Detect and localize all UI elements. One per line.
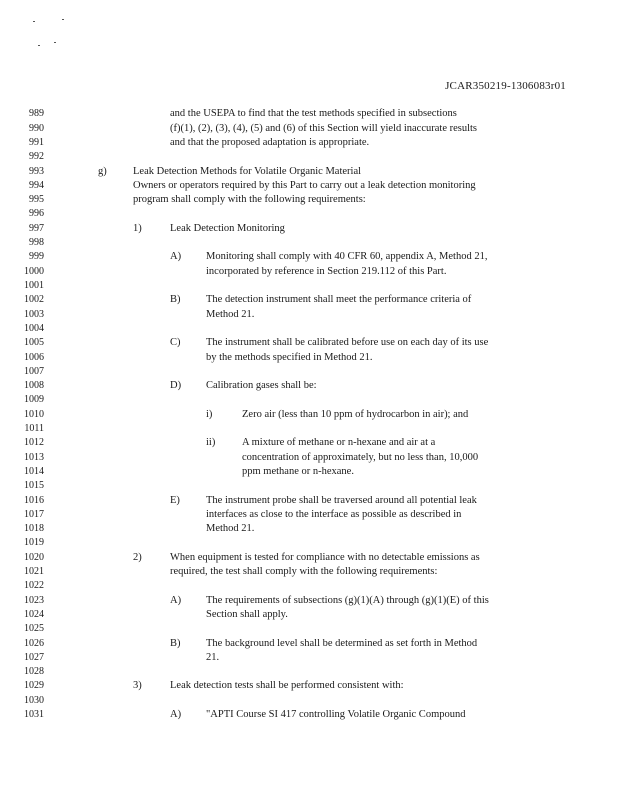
text-line: program shall comply with the following requirements: — [133, 194, 366, 205]
line-number: 1018 — [24, 523, 44, 534]
item-label: A) — [170, 709, 182, 720]
line-number: 1028 — [24, 666, 44, 677]
line-number: 1002 — [24, 294, 44, 305]
line-number: 996 — [29, 208, 44, 219]
line-number: 1020 — [24, 552, 44, 563]
line-number: 1021 — [24, 566, 44, 577]
paragraph-label: 1) — [133, 223, 142, 234]
text-line: Monitoring shall comply with 40 CFR 60, appendix A, Method 21, — [206, 251, 488, 262]
line-number: 1029 — [24, 680, 44, 691]
subsection-label: g) — [98, 166, 107, 177]
text-line: and that the proposed adaptation is appropriate. — [170, 137, 370, 148]
document-id-header: JCAR350219-1306083r01 — [445, 80, 566, 92]
paragraph-label: 3) — [133, 680, 142, 691]
line-number: 991 — [29, 137, 44, 148]
line-number: 1004 — [24, 323, 44, 334]
item-label: B) — [170, 638, 181, 649]
line-number: 1007 — [24, 366, 44, 377]
line-number: 1008 — [24, 380, 44, 391]
line-number: 1013 — [24, 452, 44, 463]
text-line: Method 21. — [206, 309, 255, 320]
line-number: 993 — [29, 166, 44, 177]
text-line: Zero air (less than 10 ppm of hydrocarbon in air); and — [242, 409, 469, 420]
line-number: 1006 — [24, 352, 44, 363]
item-label: B) — [170, 294, 181, 305]
line-number: 992 — [29, 151, 44, 162]
line-number: 990 — [29, 123, 44, 134]
text-line: ppm methane or n-hexane. — [242, 466, 354, 477]
text-line: concentration of approximately, but no less than, 10,000 — [242, 452, 479, 463]
line-number: 1014 — [24, 466, 44, 477]
line-number: 1000 — [24, 266, 44, 277]
line-number: 1011 — [24, 423, 44, 434]
line-number: 1005 — [24, 337, 44, 348]
line-number: 1015 — [24, 480, 44, 491]
text-line: by the methods specified in Method 21. — [206, 352, 373, 363]
line-number: 1030 — [24, 695, 44, 706]
text-line: 21. — [206, 652, 220, 663]
line-number: 1026 — [24, 638, 44, 649]
line-number: 1022 — [24, 580, 44, 591]
text-line: The background level shall be determined as set forth in Method — [206, 638, 478, 649]
text-line: incorporated by reference in Section 219.112 of this Part. — [206, 266, 447, 277]
item-label: A) — [170, 251, 182, 262]
line-number: 1031 — [24, 709, 44, 720]
line-number: 1023 — [24, 595, 44, 606]
subsection-title: Leak Detection Methods for Volatile Organic Material — [133, 166, 362, 177]
line-number: 1019 — [24, 537, 44, 548]
line-number: 999 — [29, 251, 44, 262]
text-line: Calibration gases shall be: — [206, 380, 317, 391]
line-number: 997 — [29, 223, 44, 234]
item-label: C) — [170, 337, 181, 348]
line-number: 994 — [29, 180, 44, 191]
scan-speck — [33, 21, 35, 22]
line-number: 1012 — [24, 437, 44, 448]
line-number: 1017 — [24, 509, 44, 520]
line-number: 1010 — [24, 409, 44, 420]
line-number: 998 — [29, 237, 44, 248]
scan-speck — [62, 19, 64, 20]
line-number: 1025 — [24, 623, 44, 634]
line-number: 1009 — [24, 394, 44, 405]
text-line: Section shall apply. — [206, 609, 288, 620]
line-number: 1024 — [24, 609, 44, 620]
text-line: Leak detection tests shall be performed consistent with: — [170, 680, 404, 691]
line-number: 1027 — [24, 652, 44, 663]
text-line: The requirements of subsections (g)(1)(A) through (g)(1)(E) of this — [206, 595, 489, 606]
line-number: 995 — [29, 194, 44, 205]
line-number: 1016 — [24, 495, 44, 506]
paragraph-title: Leak Detection Monitoring — [170, 223, 285, 234]
text-line: A mixture of methane or n-hexane and air at a — [242, 437, 436, 448]
text-line: The detection instrument shall meet the performance criteria of — [206, 294, 472, 305]
line-number: 1003 — [24, 309, 44, 320]
item-label: D) — [170, 380, 182, 391]
text-line: Method 21. — [206, 523, 255, 534]
item-label: A) — [170, 595, 182, 606]
text-line: (f)(1), (2), (3), (4), (5) and (6) of this Section will yield inaccurate results — [170, 123, 478, 134]
subitem-label: ii) — [206, 437, 216, 448]
item-label: E) — [170, 495, 180, 506]
line-number: 1001 — [24, 280, 44, 291]
paragraph-label: 2) — [133, 552, 142, 563]
text-line: required, the test shall comply with the following requirements: — [170, 566, 438, 577]
scan-speck — [54, 42, 56, 43]
text-line: The instrument probe shall be traversed around all potential leak — [206, 495, 477, 506]
text-line: "APTI Course SI 417 controlling Volatile Organic Compound — [206, 709, 466, 720]
text-line: The instrument shall be calibrated before use on each day of its use — [206, 337, 489, 348]
scan-speck — [38, 45, 40, 46]
text-line: When equipment is tested for compliance with no detectable emissions as — [170, 552, 480, 563]
text-line: interfaces as close to the interface as possible as described in — [206, 509, 462, 520]
text-line: Owners or operators required by this Part to carry out a leak detection monitoring — [133, 180, 476, 191]
text-line: and the USEPA to find that the test methods specified in subsections — [170, 108, 457, 119]
subitem-label: i) — [206, 409, 213, 420]
line-number: 989 — [29, 108, 44, 119]
